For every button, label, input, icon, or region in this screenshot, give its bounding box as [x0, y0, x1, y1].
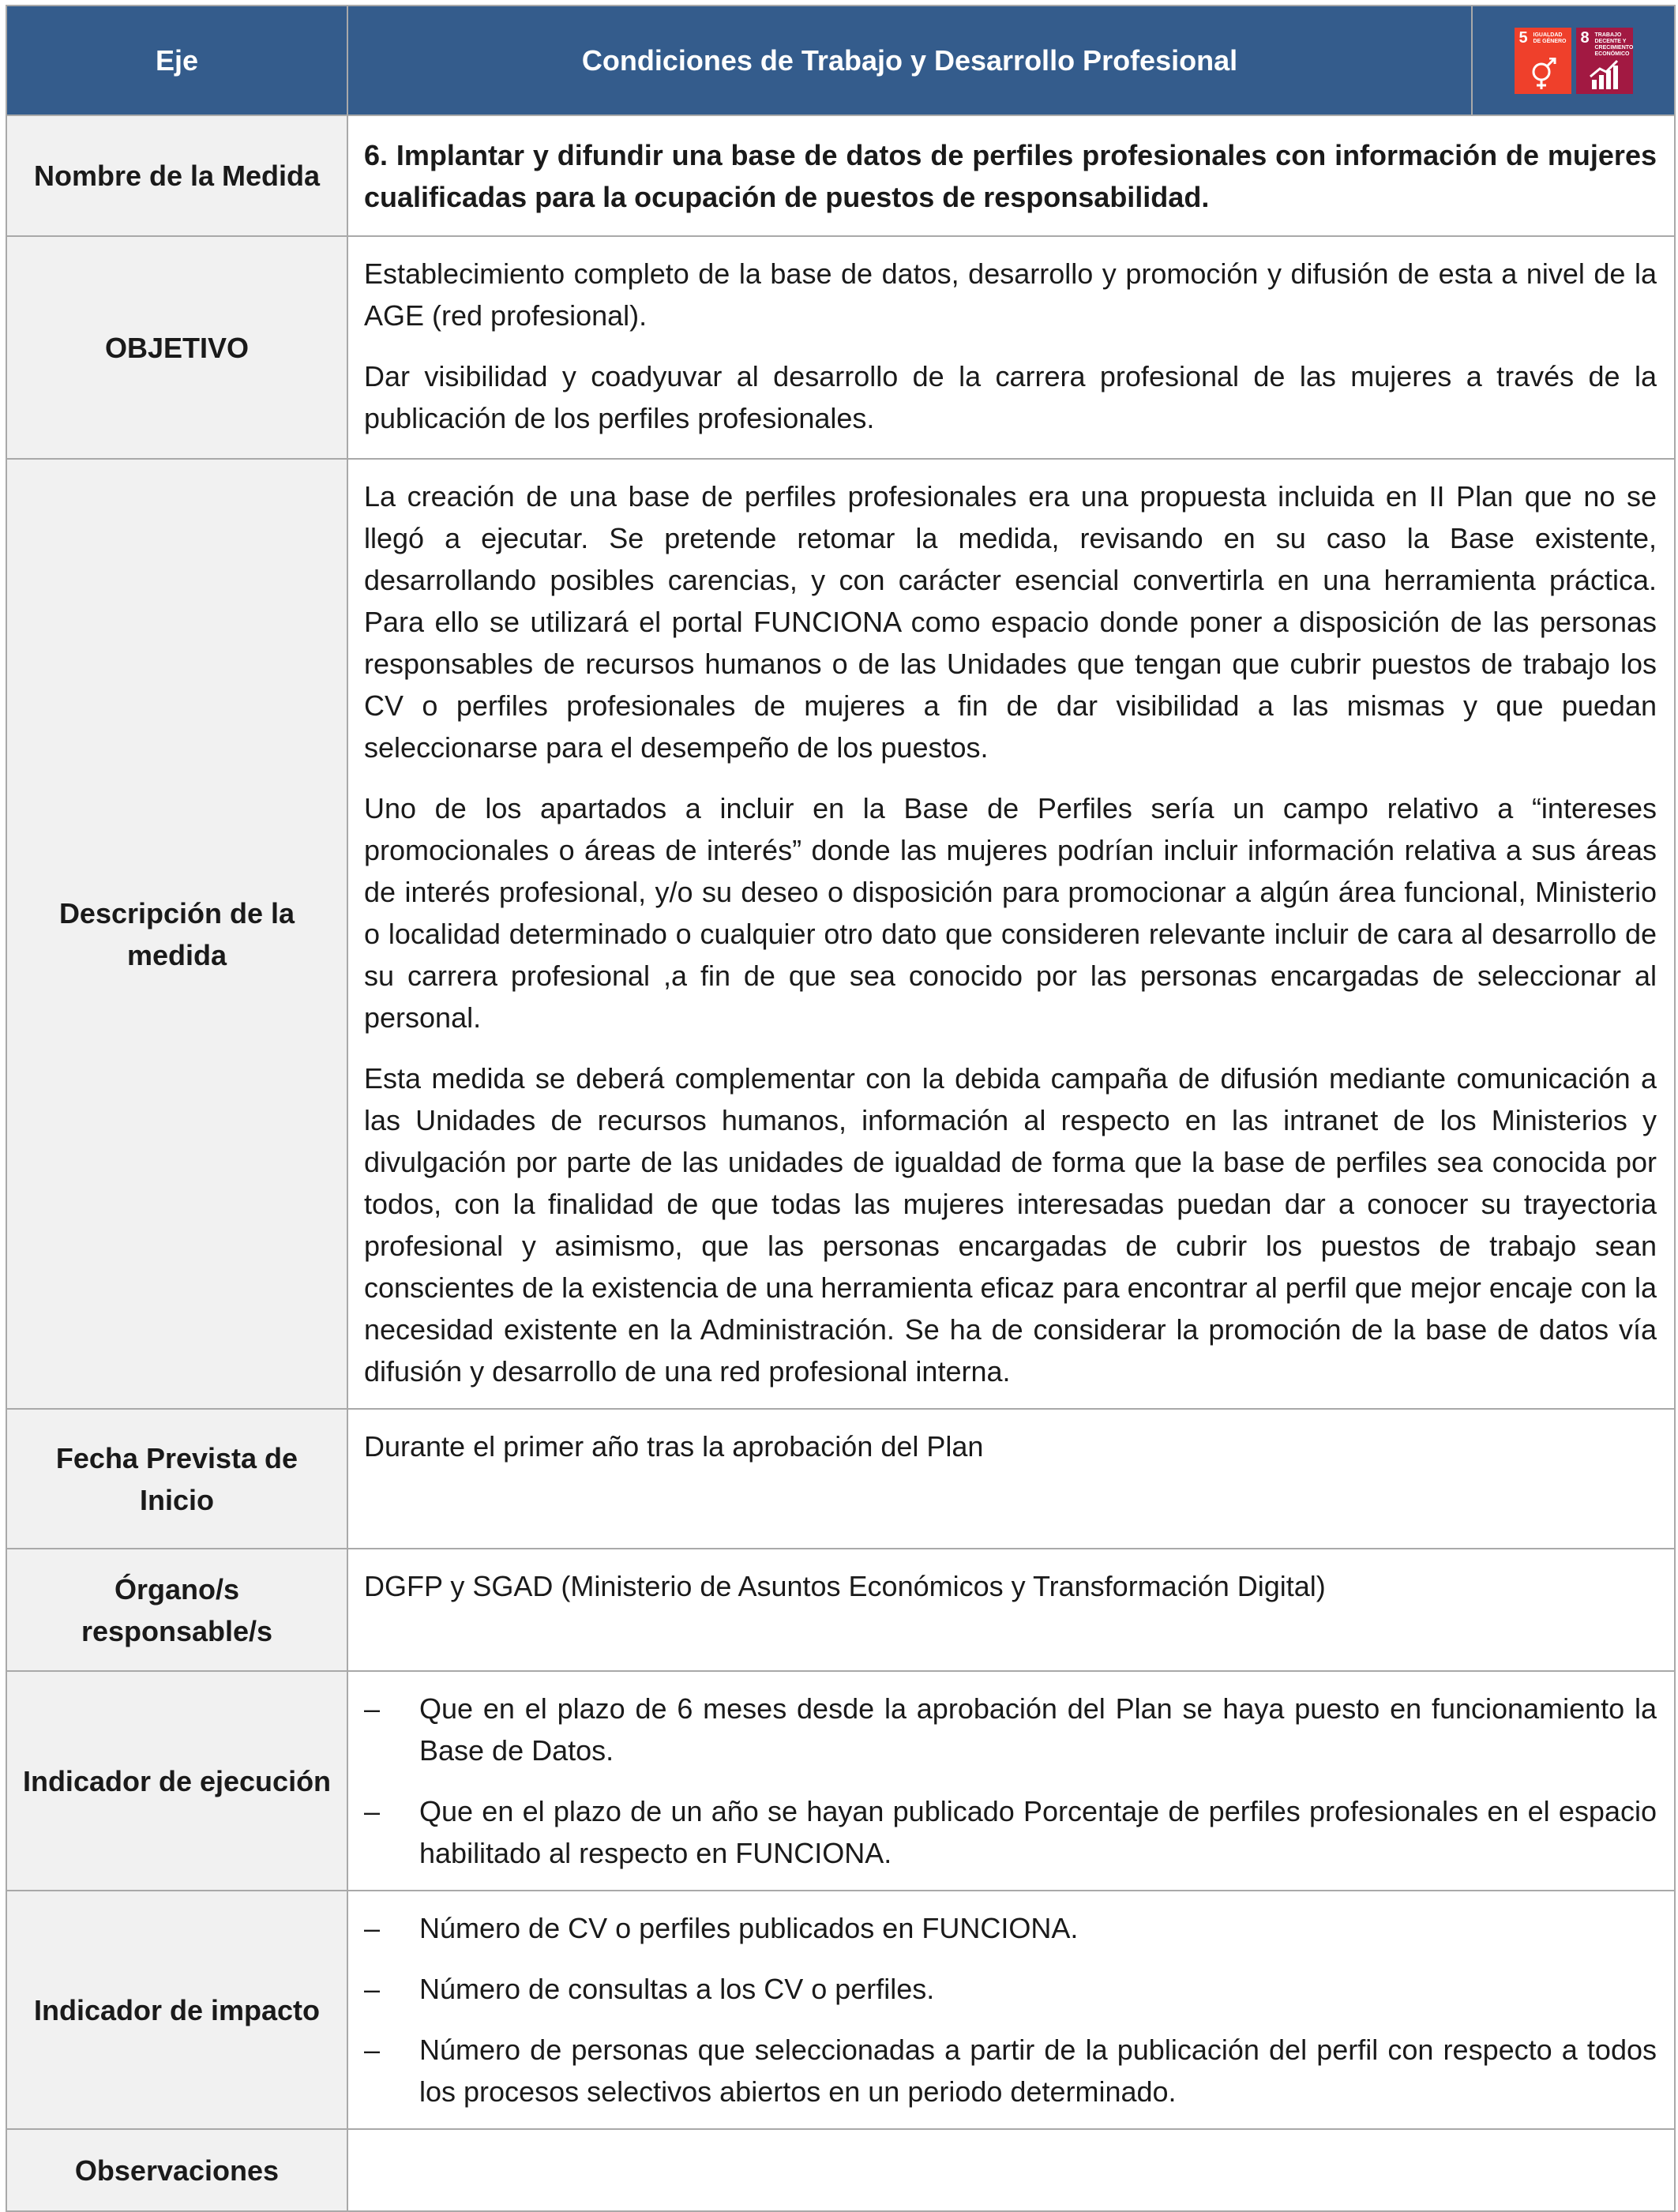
row-observaciones — [6, 2129, 1675, 2211]
descripcion-paragraph: Uno de los apartados a incluir en la Base de Perfiles sería un campo relativo a “intereses promocionales o áreas de interés” donde las mujeres podrían incluir información relativa a sus áreas de interés profesional, y/o su deseo o disposición para promocionar a algún área funcional, Ministerio o localidad determinado o cualquier otro dato que consideren relevante incluir de cara al desarrollo de su carrera profesional ,a fin de que sea conocido por las personas encargadas de seleccionar al personal. — [364, 792, 1657, 1034]
label-objetivo: OBJETIVO — [6, 236, 347, 459]
row-indicador-ejecucion — [6, 1671, 1675, 1891]
observaciones-content — [347, 2129, 1675, 2211]
header-row — [6, 6, 1675, 115]
indicador-ejecucion-list — [364, 1688, 1657, 1874]
sdg-logos-cell — [1472, 6, 1675, 115]
gender-equality-icon — [1527, 58, 1559, 91]
row-indicador-impacto — [6, 1891, 1675, 2129]
measure-sheet — [6, 5, 1674, 2212]
objetivo-paragraph: Establecimiento completo de la base de datos, desarrollo y promoción y difusión de esta a nivel de la AGE (red profesional). — [364, 257, 1657, 332]
sdg-logos — [1515, 28, 1633, 94]
label-fecha: Fecha Prevista de Inicio — [6, 1409, 347, 1549]
fecha-content: Durante el primer año tras la aprobación del Plan — [347, 1409, 1675, 1549]
eje-header: Eje — [6, 6, 347, 115]
row-objetivo — [6, 236, 1675, 459]
dash-bullet: – — [364, 1973, 381, 2005]
measure-table — [6, 5, 1676, 2212]
label-nombre: Nombre de la Medida — [6, 115, 347, 236]
row-organo — [6, 1549, 1675, 1671]
growth-chart-icon — [1589, 58, 1620, 91]
dash-bullet: – — [364, 2034, 381, 2066]
objetivo-content — [347, 236, 1675, 459]
label-observaciones: Observaciones — [6, 2129, 347, 2211]
sdg-5-logo: 5 IGUALDAD DE GÉNERO — [1515, 28, 1571, 94]
descripcion-content — [347, 459, 1675, 1409]
measure-name: 6. Implantar y difundir una base de datos de perfiles profesionales con información de mujeres cualificadas para la ocupación de puestos de responsabilidad. — [347, 115, 1675, 236]
organo-content: DGFP y SGAD (Ministerio de Asuntos Económicos y Transformación Digital) — [347, 1549, 1675, 1671]
indicador-impacto-list — [364, 1907, 1657, 2112]
list-item: – Que en el plazo de un año se hayan publicado Porcentaje de perfiles profesionales en el espacio habilitado al respecto en FUNCIONA. — [364, 1790, 1657, 1874]
descripcion-paragraph: Esta medida se deberá complementar con la debida campaña de difusión mediante comunicación a las Unidades de recursos humanos, información al respecto en las intranet de los Ministerios y divulgación por parte de las unidades de igualdad de forma que la base de perfiles sea conocida por todos, con la finalidad de que todas las mujeres interesadas puedan dar a conocer su trayectoria profesional y asimismo, que las personas encargadas de cubrir los puestos de trabajo sean conscientes de la existencia de una herramienta eficaz para encontrar al perfil que mejor encaje con la necesidad existente en la Administración. Se ha de considerar la promoción de la base de datos vía difusión y desarrollo de una red profesional interna. — [364, 1062, 1657, 1388]
dash-bullet: – — [364, 1912, 381, 1944]
sdg-8-logo: 8 TRABAJO DECENTE Y CRECIMIENTO ECONÓMICO — [1576, 28, 1633, 94]
label-indicador-ejecucion: Indicador de ejecución — [6, 1671, 347, 1891]
descripcion-paragraph: La creación de una base de perfiles profesionales era una propuesta incluida en II Plan que no se llegó a ejecutar. Se pretende retomar la medida, revisando en su caso la Base existente, desarrollando posibles carencias, y con carácter esencial convertirla en una herramienta práctica. Para ello se utilizará el portal FUNCIONA como espacio donde poner a disposición de las personas responsables de recursos humanos o de las Unidades que tengan que cubrir puestos de trabajo los CV o perfiles profesionales de mujeres a fin de dar visibilidad a las mismas y que puedan seleccionarse para el desempeño de los puestos. — [364, 480, 1657, 764]
label-organo: Órgano/s responsable/s — [6, 1549, 347, 1671]
list-item: – Número de personas que seleccionadas a partir de la publicación del perfil con respecto a todos los procesos selectivos abiertos en un periodo determinado. — [364, 2029, 1657, 2112]
row-nombre — [6, 115, 1675, 236]
row-fecha — [6, 1409, 1675, 1549]
label-indicador-impacto: Indicador de impacto — [6, 1891, 347, 2129]
dash-bullet: – — [364, 1795, 381, 1827]
list-item: – Número de consultas a los CV o perfiles. — [364, 1968, 1657, 2010]
axis-title: Condiciones de Trabajo y Desarrollo Profesional — [347, 6, 1472, 115]
indicador-impacto-content — [347, 1891, 1675, 2129]
list-item: – Número de CV o perfiles publicados en FUNCIONA. — [364, 1907, 1657, 1949]
dash-bullet: – — [364, 1692, 381, 1725]
objetivo-paragraph: Dar visibilidad y coadyuvar al desarrollo de la carrera profesional de las mujeres a través de la publicación de los perfiles profesionales. — [364, 360, 1657, 434]
list-item: – Que en el plazo de 6 meses desde la aprobación del Plan se haya puesto en funcionamiento la Base de Datos. — [364, 1688, 1657, 1771]
indicador-ejecucion-content — [347, 1671, 1675, 1891]
row-descripcion — [6, 459, 1675, 1409]
label-descripcion: Descripción de la medida — [6, 459, 347, 1409]
